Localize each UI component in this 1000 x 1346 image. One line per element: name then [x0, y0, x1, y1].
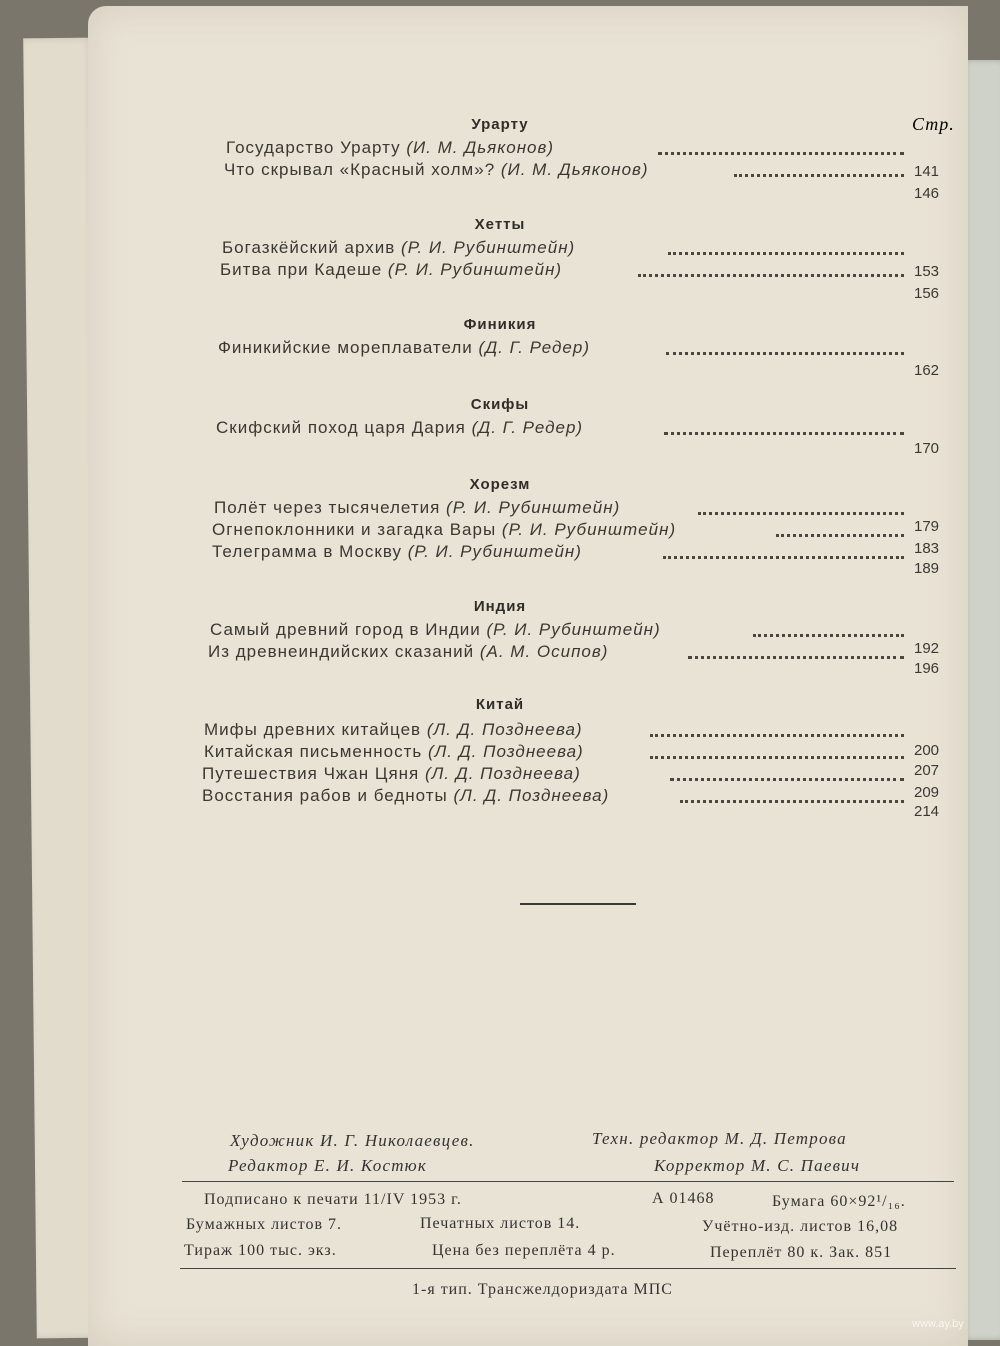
dot-leader	[664, 422, 904, 435]
dot-leader	[650, 724, 904, 737]
entry-title: Полёт через тысячелетия	[214, 498, 441, 517]
dot-leader	[776, 524, 904, 537]
credit-editor: Редактор Е. И. Костюк	[228, 1156, 428, 1175]
dot-leader	[658, 142, 904, 155]
section-title: Индия	[473, 598, 527, 615]
imprint-printed-sheets: Печатных листов 14.	[420, 1215, 581, 1232]
entry-title: Китайская письменность	[204, 742, 423, 761]
entry-page-number: 207	[914, 762, 940, 779]
dot-leader	[698, 502, 904, 515]
toc-entry	[202, 786, 609, 808]
entry-author: (Р. И. Рубинштейн)	[407, 542, 582, 561]
entry-page-number: 214	[914, 803, 940, 820]
entry-title: Телеграмма в Москву	[212, 542, 403, 561]
toc-entry	[224, 160, 649, 182]
entry-title: Восстания рабов и бедноты	[202, 786, 448, 805]
toc-entry	[216, 418, 583, 440]
entry-author: (Р. И. Рубинштейн)	[401, 238, 576, 257]
entry-page-number: 146	[914, 185, 940, 202]
entry-author: (Л. Д. Позднеева)	[453, 786, 610, 805]
section-title: Скифы	[470, 396, 530, 413]
entry-author: (Л. Д. Позднеева)	[424, 764, 581, 783]
entry-author: (Л. Д. Позднеева)	[427, 742, 584, 761]
entry-title: Богазкёйский архив	[222, 238, 396, 257]
imprint-paper-sheets: Бумажных листов 7.	[186, 1216, 343, 1233]
entry-author: (А. М. Осипов)	[479, 642, 609, 661]
toc-entry	[218, 338, 590, 360]
toc-entry	[204, 742, 584, 764]
entry-title: Скифский поход царя Дария	[216, 418, 466, 437]
entry-title: Финикийские мореплаватели	[218, 338, 473, 357]
toc-entry	[210, 620, 661, 642]
imprint-bottom-rule	[180, 1268, 956, 1269]
dot-leader	[650, 746, 904, 759]
entry-title: Путешествия Чжан Цяня	[202, 764, 420, 783]
toc-entry	[226, 138, 554, 160]
entry-title: Самый древний город в Индии	[210, 620, 481, 639]
section-title: Китай	[475, 696, 525, 713]
toc-entry	[214, 498, 620, 520]
entry-page-number: 170	[914, 440, 940, 457]
entry-author: (Р. И. Рубинштейн)	[387, 260, 563, 279]
toc-entry	[204, 720, 583, 742]
credit-artist: Художник И. Г. Николаевцев.	[230, 1131, 475, 1150]
entry-page-number: 153	[914, 263, 940, 280]
toc-entry	[208, 642, 608, 664]
entry-author: (Д. Г. Редер)	[471, 418, 584, 437]
imprint-binding: Переплёт 80 к. Зак. 851	[710, 1244, 893, 1261]
watermark: www.ay.by	[912, 1318, 964, 1330]
entry-author: (Р. И. Рубинштейн)	[501, 520, 677, 539]
entry-title: Огнепоклонники и загадка Вары	[212, 520, 497, 539]
toc-entry	[212, 520, 676, 542]
entry-title: Государство Урарту	[226, 138, 401, 157]
section-divider-rule	[520, 903, 636, 905]
section-title: Финикия	[463, 316, 537, 333]
toc-entry	[202, 764, 581, 786]
toc-entry	[222, 238, 575, 260]
entry-page-number: 162	[914, 362, 940, 379]
entry-page-number: 209	[914, 784, 940, 801]
section-title: Хетты	[474, 216, 526, 233]
imprint-price: Цена без переплёта 4 р.	[432, 1242, 616, 1259]
dot-leader	[666, 342, 904, 355]
imprint-printer: 1-я тип. Трансжелдориздата МПС	[412, 1281, 673, 1298]
toc-entry	[220, 260, 562, 282]
entry-page-number: 196	[914, 660, 940, 677]
imprint-top-rule	[182, 1181, 954, 1182]
dot-leader	[734, 164, 904, 177]
entry-page-number: 179	[914, 518, 940, 535]
toc-entry	[212, 542, 582, 564]
entry-author: (Л. Д. Позднеева)	[426, 720, 583, 739]
dot-leader	[670, 768, 904, 781]
section-title: Хорезм	[469, 476, 531, 493]
page-column-label: Стр.	[912, 114, 955, 134]
entry-page-number: 141	[914, 163, 940, 180]
entry-page-number: 200	[914, 742, 940, 759]
entry-page-number: 156	[914, 285, 940, 302]
dot-leader	[638, 264, 904, 277]
entry-author: (Р. И. Рубинштейн)	[446, 498, 621, 517]
credit-tech-editor: Техн. редактор М. Д. Петрова	[592, 1129, 847, 1148]
dot-leader	[680, 790, 904, 803]
credit-proofreader: Корректор М. С. Паевич	[654, 1156, 861, 1175]
entry-title: Мифы древних китайцев	[204, 720, 422, 739]
imprint-print-run: Тираж 100 тыс. экз.	[184, 1242, 337, 1259]
imprint-signed: Подписано к печати 11/IV 1953 г.	[204, 1191, 462, 1208]
section-title: Урарту	[471, 116, 529, 133]
entry-author: (И. М. Дьяконов)	[406, 138, 555, 157]
entry-page-number: 189	[914, 560, 940, 577]
entry-title: Что скрывал «Красный холм»?	[224, 160, 496, 179]
entry-author: (И. М. Дьяконов)	[500, 160, 649, 179]
imprint-code: А 01468	[652, 1190, 715, 1207]
dot-leader	[668, 242, 904, 255]
entry-page-number: 183	[914, 540, 940, 557]
imprint-paper: Бумага 60×92¹/₁₆.	[772, 1193, 906, 1210]
entry-title: Из древнеиндийских сказаний	[208, 642, 475, 661]
entry-page-number: 192	[914, 640, 940, 657]
dot-leader	[753, 624, 904, 637]
dot-leader	[688, 646, 904, 659]
entry-author: (Р. И. Рубинштейн)	[486, 620, 661, 639]
dot-leader	[663, 546, 904, 559]
entry-title: Битва при Кадеше	[220, 260, 383, 279]
entry-author: (Д. Г. Редер)	[478, 338, 590, 357]
imprint-account-sheets: Учётно-изд. листов 16,08	[702, 1218, 899, 1235]
